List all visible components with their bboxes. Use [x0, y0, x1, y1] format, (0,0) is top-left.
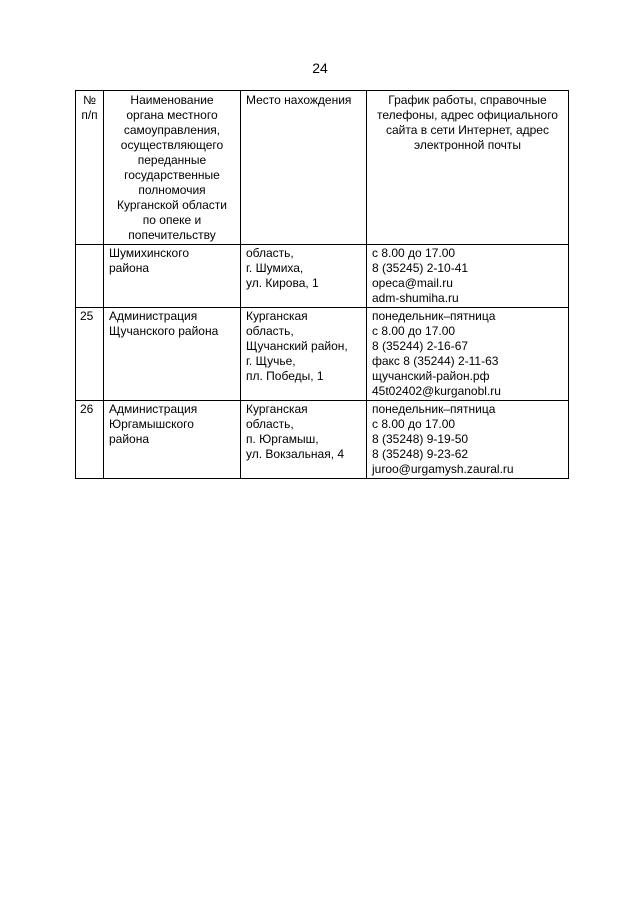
- cell-text-line: государственные: [124, 168, 220, 182]
- cell-text-line: Курганская: [246, 309, 308, 323]
- cell-text-line: района: [109, 432, 150, 446]
- table-header-row: [76, 91, 569, 245]
- cell-text-line: adm-shumiha.ru: [372, 291, 459, 305]
- cell-text-line: Щучанского района: [109, 324, 219, 338]
- header-schedule-contacts: [367, 91, 569, 245]
- cell-text-line: осуществляющего: [120, 138, 224, 152]
- cell-text-line: 8 (35248) 9-23-62: [372, 447, 469, 461]
- cell-text-line: попечительству: [128, 228, 216, 242]
- guardianship-authorities-table: [75, 90, 569, 479]
- cell-text-line: Курганской области: [117, 198, 227, 212]
- cell-text-line: района: [109, 261, 150, 275]
- cell-text-line: сайта в сети Интернет, адрес: [386, 123, 549, 137]
- row-schedule-contacts: [367, 245, 569, 308]
- header-authority-name: [104, 91, 241, 245]
- cell-text-line: г. Щучье,: [246, 354, 296, 368]
- table-row: [76, 245, 569, 308]
- row-location: [241, 401, 367, 479]
- cell-text-line: п. Юргамыш,: [246, 432, 319, 446]
- row-number: 25: [76, 308, 104, 401]
- header-number: [76, 91, 104, 245]
- row-schedule-contacts: [367, 401, 569, 479]
- cell-text-line: область,: [246, 417, 294, 431]
- cell-text-line: переданные: [137, 153, 207, 167]
- cell-text-line: телефоны, адрес официального: [377, 108, 558, 122]
- row-number: 26: [76, 401, 104, 479]
- cell-text-line: г. Шумиха,: [246, 261, 304, 275]
- cell-text-line: область,: [246, 324, 294, 338]
- cell-text-line: полномочия: [138, 183, 206, 197]
- cell-text-line: 8 (35248) 9-19-50: [372, 432, 469, 446]
- cell-text-line: электронной почты: [413, 138, 521, 152]
- cell-text-line: самоуправления,: [123, 123, 221, 137]
- cell-text-line: понедельник–пятница: [372, 402, 496, 416]
- cell-text-line: п/п: [81, 108, 98, 122]
- cell-text-line: Юргамышского: [109, 417, 194, 431]
- cell-text-line: juroo@urgamysh.zaural.ru: [372, 462, 514, 476]
- cell-text-line: opeca@mail.ru: [372, 276, 453, 290]
- cell-text-line: понедельник–пятница: [372, 309, 496, 323]
- cell-text-line: Место нахождения: [246, 93, 352, 107]
- table-row: [76, 308, 569, 401]
- cell-text-line: 8 (35245) 2-10-41: [372, 261, 469, 275]
- row-location: [241, 308, 367, 401]
- cell-text-line: пл. Победы, 1: [246, 369, 324, 383]
- cell-text-line: Администрация: [109, 402, 198, 416]
- row-number: [76, 245, 104, 308]
- cell-text-line: с 8.00 до 17.00: [372, 324, 456, 338]
- cell-text-line: по опеке и: [142, 213, 202, 227]
- cell-text-line: Шумихинского: [109, 246, 189, 260]
- row-location: [241, 245, 367, 308]
- cell-text-line: с 8.00 до 17.00: [372, 417, 456, 431]
- cell-text-line: Администрация: [109, 309, 198, 323]
- cell-text-line: График работы, справочные: [388, 93, 547, 107]
- cell-text-line: 8 (35244) 2-16-67: [372, 339, 469, 353]
- row-authority-name: [104, 308, 241, 401]
- cell-text-line: щучанский-район.рф: [372, 369, 490, 383]
- table-row: [76, 401, 569, 479]
- cell-text-line: 45t02402@kurganobl.ru: [372, 384, 501, 398]
- cell-text-line: ул. Вокзальная, 4: [246, 447, 345, 461]
- cell-text-line: Курганская: [246, 402, 308, 416]
- cell-text-line: ул. Кирова, 1: [246, 276, 319, 290]
- cell-text-line: Щучанский район,: [246, 339, 348, 353]
- cell-text-line: №: [83, 93, 96, 107]
- row-authority-name: [104, 245, 241, 308]
- cell-text-line: с 8.00 до 17.00: [372, 246, 456, 260]
- cell-text-line: Наименование: [130, 93, 214, 107]
- header-location: [241, 91, 367, 245]
- cell-text-line: органа местного: [126, 108, 218, 122]
- page-number: 24: [312, 60, 328, 76]
- row-schedule-contacts: [367, 308, 569, 401]
- row-authority-name: [104, 401, 241, 479]
- cell-text-line: факс 8 (35244) 2-11-63: [372, 354, 499, 368]
- cell-text-line: область,: [246, 246, 294, 260]
